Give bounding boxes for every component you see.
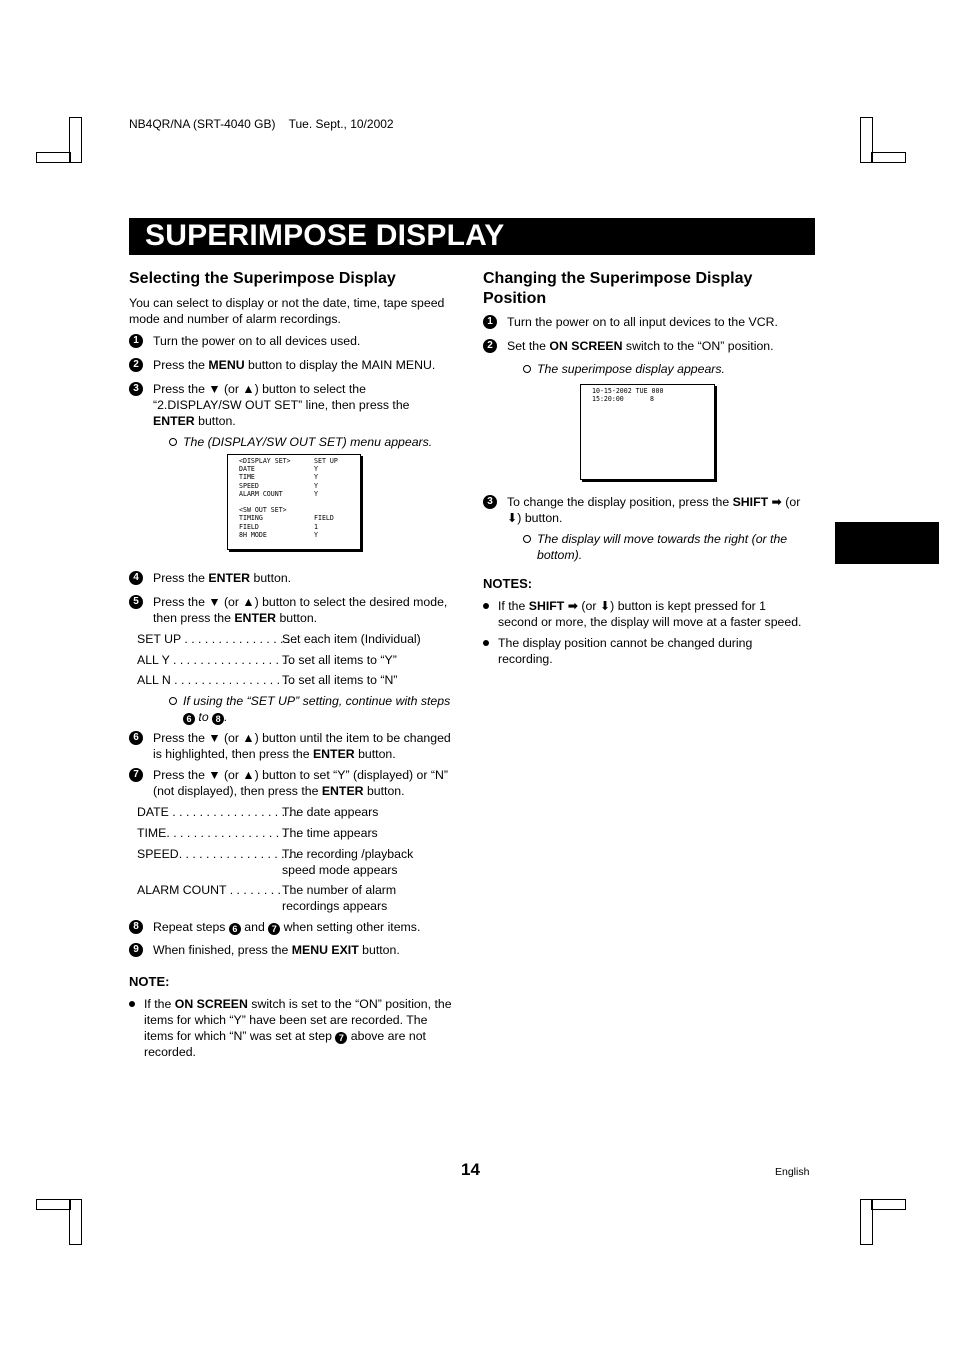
step-number: 5 [129,595,143,609]
crop-mark [871,152,906,163]
notes-item: The display position cannot be changed during recording. [483,635,808,667]
note-title: NOTE: [129,974,170,989]
item-row: TIME. . . . . . . . . . . . . . . . . . . . The time appears [137,826,378,840]
right-step-3: 3 To change the display position, press the SHIFT ➡ (or ⬇) button. [483,494,808,526]
step-number: 3 [483,495,497,509]
page-title: SUPERIMPOSE DISPLAY [145,219,505,252]
item-row: DATE . . . . . . . . . . . . . . . . . . . The date appears [137,805,379,819]
crop-mark [69,117,82,163]
step-4: 4 Press the ENTER button. [129,570,454,586]
step-number: 7 [129,768,143,782]
right-step-2-note: The superimpose display appears. [523,361,808,377]
language-label: English [775,1166,810,1178]
step-9: 9 When finished, press the MENU EXIT button. [129,942,454,958]
step-3: 3 Press the ▼ (or ▲) button to select the “2.DISPLAY/SW OUT SET” line, then press the ENTER button. [129,381,454,429]
notes-item: If the SHIFT ➡ (or ⬇) button is kept pressed for 1 second or more, the display will move at a faster speed. [483,598,808,630]
print-header [129,117,394,131]
title-bar [129,218,815,255]
left-heading: Selecting the Superimpose Display [129,270,396,287]
step-8: 8 Repeat steps 6 and 7 when setting other items. [129,919,454,935]
right-step-1: 1 Turn the power on to all input devices to the VCR. [483,314,808,330]
item-row: SPEED. . . . . . . . . . . . . . . . . . The recording /playback speed mode appears [137,847,414,877]
menu-screen: <DISPLAY SET> SET UP DATE Y TIME Y SPEED Y ALARM COUNT Y <SW OUT SET> TIMING FIELD FIELD 1 8H MODE Y [227,454,361,550]
step-7: 7 Press the ▼ (or ▲) button to set “Y” (displayed) or “N” (not displayed), then press the ENTER button. [129,767,454,799]
mode-table [129,631,454,688]
step-number: 6 [129,731,143,745]
crop-mark [36,1199,71,1210]
item-row: ALARM COUNT . . . . . . . . . . The number of alarm recordings appears [137,883,397,913]
left-column [129,269,454,1060]
note-item: If the ON SCREEN switch is set to the “ON” position, the items for which “Y” have been set are recorded. The items for which “N” was set at step 7 above are not recorded. [129,996,454,1060]
step-5: 5 Press the ▼ (or ▲) button to select the desired mode, then press the ENTER button. [129,594,454,626]
step-number: 1 [129,334,143,348]
step-number: 3 [129,382,143,396]
crop-mark [36,152,71,163]
right-step-3-note: The display will move towards the right (or the bottom). [523,531,808,563]
step-number: 2 [483,339,497,353]
step-number: 2 [129,358,143,372]
step-number: 8 [129,920,143,934]
right-heading: Changing the Superimpose Display Position [483,270,753,307]
step-number: 4 [129,571,143,585]
right-step-2: 2 Set the ON SCREEN switch to the “ON” position. [483,338,808,354]
page-number: 14 [461,1160,480,1179]
section-tab [835,522,939,564]
step-3-note: The (DISPLAY/SW OUT SET) menu appears. [169,434,454,450]
step-6: 6 Press the ▼ (or ▲) button until the item to be changed is highlighted, then press the ENTER button. [129,730,454,762]
step-5-note: If using the “SET UP” setting, continue with steps 6 to 8 . [169,693,454,725]
item-table [129,804,454,914]
mode-row: SET UP . . . . . . . . . . . . . . . . . Set each item (Individual) [137,632,421,646]
crop-mark [871,1199,906,1210]
header-code: NB4QR/NA (SRT-4040 GB) [129,117,276,131]
step-number: 1 [483,315,497,329]
mode-row: ALL Y . . . . . . . . . . . . . . . . . . To set all items to “Y” [137,653,397,667]
crop-mark [69,1199,82,1245]
notes-title: NOTES: [483,576,533,591]
step-2: 2 Press the MENU button to display the MAIN MENU. [129,357,454,373]
mode-row: ALL N . . . . . . . . . . . . . . . . . . To set all items to “N” [137,673,398,687]
step-1: 1 Turn the power on to all devices used. [129,333,454,349]
superimpose-screen: 10-15-2002 TUE 000 15:20:00 8 [580,384,715,480]
step-number: 9 [129,943,143,957]
header-date: Tue. Sept., 10/2002 [288,117,394,131]
intro-text: You can select to display or not the date, time, tape speed mode and number of alarm recordings. [129,296,445,326]
